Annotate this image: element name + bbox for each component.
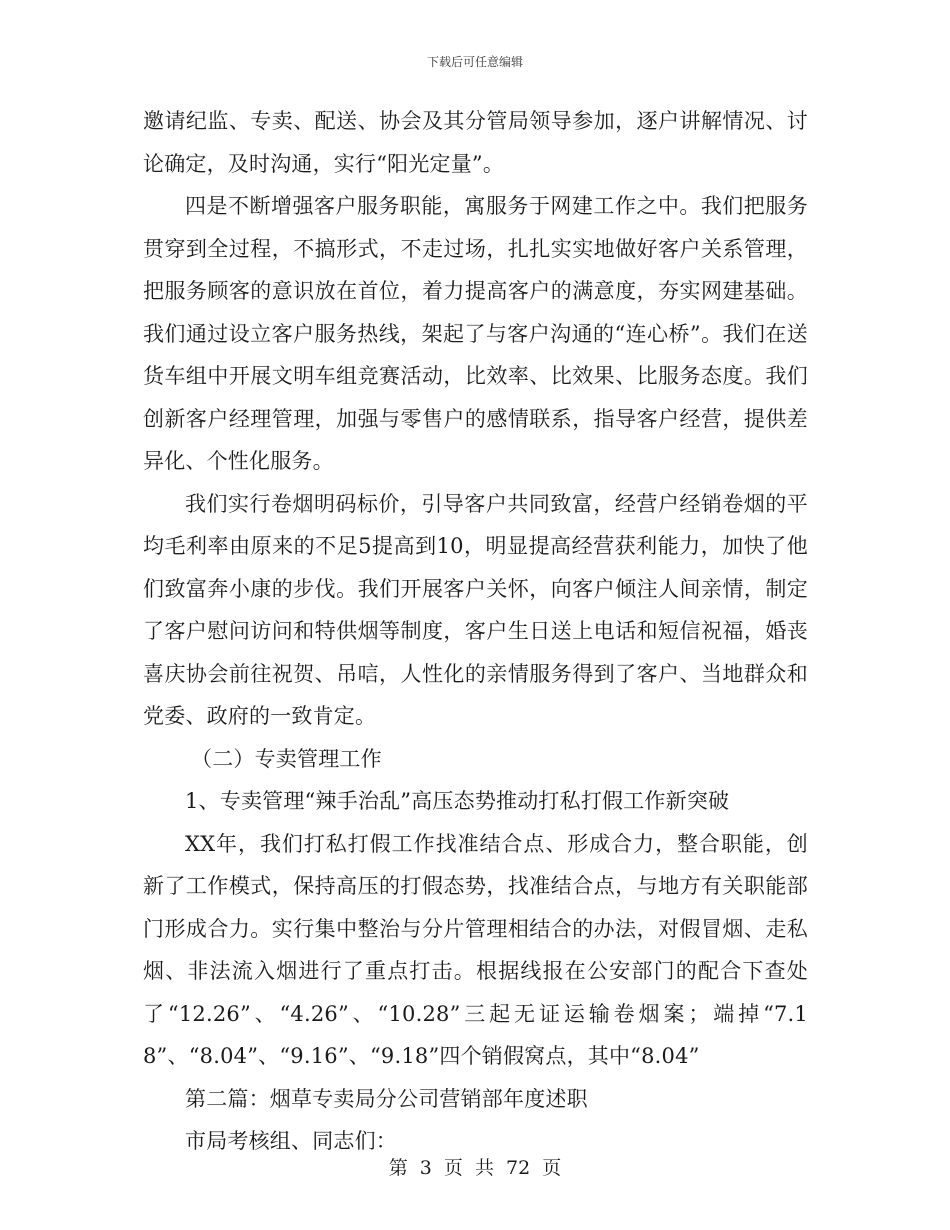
paragraph-anti-counterfeit: XX年，我们打私打假工作找准结合点、形成合力，整合职能，创新了工作模式，保持高压的打假态势，找准结合点，与地方有关职能部门形成合力。实行集中整治与分片管理相结合的办法，对假冒烟、走私烟、非法流入烟进行了重点打击。根据线报在公安部门的配合下查处了“12.26”、“4.26”、“10.28”三起无证运输卷烟案；端掉“7.18”、“8.04”、“9.16”、“9.18”四个销假窝点，其中“8.04” (143, 831, 808, 1068)
chapter-title: 第二篇：烟草专卖局分公司营销部年度述职 (185, 1086, 588, 1111)
page-number: 第 3 页 共 72 页 (388, 1157, 562, 1179)
paragraph-customer-service: 四是不断增强客户服务职能，寓服务于网建工作之中。我们把服务贯穿到全过程，不搞形式，不走过场，扎扎实实地做好客户关系管理，把服务顾客的意识放在首位，着力提高客户的满意度，夯实网建基础。我们通过设立客户服务热线，架起了与客户沟通的“连心桥”。我们在送货车组中开展文明车组竞赛活动，比效率、比效果、比服务态度。我们创新客户经理管理，加强与零售户的感情联系，指导客户经营，提供差异化、个性化服务。 (143, 194, 808, 473)
paragraph-price-labeling: 我们实行卷烟明码标价，引导客户共同致富，经营户经销卷烟的平均毛利率由原来的不足5提高到10，明显提高经营获利能力，加快了他们致富奔小康的步伐。我们开展客户关怀，向客户倾注人间亲情，制定了客户慰问访问和特供烟等制度，客户生日送上电话和短信祝福，婚丧喜庆协会前往祝贺、吊唁，人性化的亲情服务得到了客户、当地群众和党委、政府的一致肯定。 (143, 491, 808, 728)
salutation: 市局考核组、同志们： (185, 1129, 397, 1153)
page-header: 下载后可任意编辑 (426, 55, 523, 69)
document-body (143, 100, 808, 1163)
section-heading: （二）专卖管理工作 (191, 746, 382, 771)
paragraph-continuation: 邀请纪监、专卖、配送、协会及其分管局领导参加，逐户讲解情况、讨论确定，及时沟通，实行“阳光定量”。 (143, 109, 808, 176)
subsection-heading: 1、专卖管理“辣手治乱”高压态势推动打私打假工作新突破 (185, 789, 730, 813)
